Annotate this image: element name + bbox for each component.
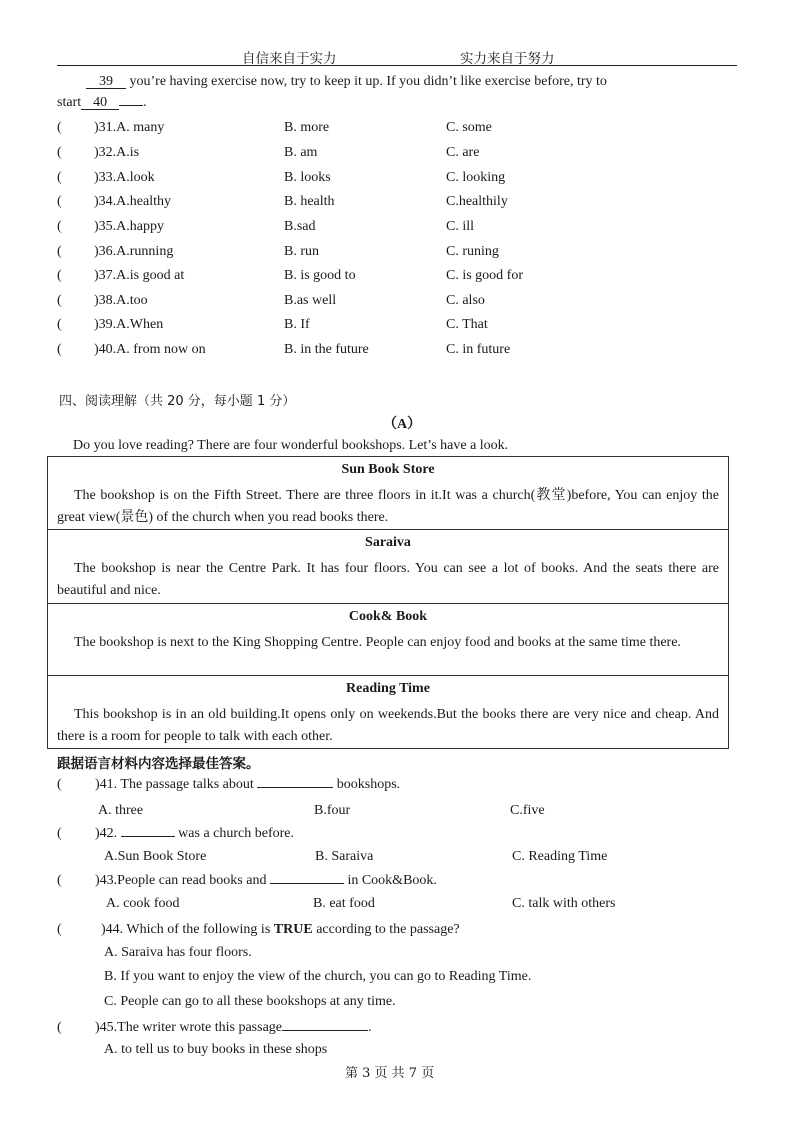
question-text: )43.People can read books and	[95, 873, 267, 888]
answer-paren[interactable]: (	[57, 873, 62, 888]
answer-paren[interactable]: (	[57, 120, 62, 135]
question-text: )44. Which of the following is	[101, 922, 271, 937]
answer-paren[interactable]: (	[57, 244, 62, 259]
option-a[interactable]: )40.A. from now on	[94, 342, 206, 357]
shop-sun-book-store	[48, 457, 728, 530]
option-c[interactable]: C. looking	[446, 170, 506, 185]
option-a[interactable]: )35.A.happy	[94, 219, 164, 234]
question-text-tail: according to the passage?	[316, 922, 460, 937]
section-heading: 四、阅读理解（共 20 分，每小题 1 分）	[59, 394, 296, 409]
option-c[interactable]: C. are	[446, 145, 480, 160]
shop-title: Cook& Book	[348, 609, 428, 624]
option-c[interactable]: C. is good for	[446, 268, 523, 283]
shop-cook-and-book	[48, 604, 728, 676]
answer-blank	[282, 1030, 368, 1031]
option-a[interactable]: A. cook food	[106, 896, 180, 911]
answer-paren[interactable]: (	[57, 826, 62, 841]
question-41	[57, 777, 401, 793]
cloze-question-row	[57, 120, 737, 140]
answer-blank	[121, 836, 175, 837]
shop-title: Reading Time	[346, 681, 430, 696]
bookshop-table	[47, 456, 729, 749]
option-a[interactable]: A. to tell us to buy books in these shops	[104, 1042, 328, 1057]
cloze-line-1	[86, 74, 607, 90]
option-b[interactable]: B.four	[314, 803, 351, 818]
option-b[interactable]: B. run	[284, 244, 319, 259]
option-c[interactable]: C.five	[510, 803, 545, 818]
instruction: 跟据语言材料内容选择最佳答案。	[57, 756, 260, 772]
header-motto-left: 自信来自于实力	[242, 51, 337, 66]
cloze-question-row	[57, 293, 737, 313]
option-c[interactable]: C. Reading Time	[512, 849, 608, 864]
option-c[interactable]: C. runing	[446, 244, 499, 259]
option-c[interactable]: C. some	[446, 120, 492, 135]
question-42	[57, 826, 294, 842]
option-b[interactable]: B. more	[284, 120, 330, 135]
question-text-tail: in Cook&Book.	[347, 873, 437, 888]
cloze-start-word: start	[57, 95, 82, 110]
shop-description: This bookshop is in an old building.It opens only on weekends.But the books there are very nice and cheap. And there is a room for people to talk with each other.	[57, 707, 719, 744]
question-text: )45.The writer wrote this passage	[95, 1020, 282, 1035]
blank-40-tail	[119, 105, 143, 106]
shop-description: The bookshop is next to the King Shopping Centre. People can enjoy food and books at the same time there.	[74, 635, 681, 650]
answer-paren[interactable]: (	[57, 342, 62, 357]
answer-paren[interactable]: (	[57, 170, 62, 185]
answer-paren[interactable]: (	[57, 317, 62, 332]
question-text-tail: .	[368, 1020, 372, 1035]
cloze-question-row	[57, 317, 737, 337]
option-c[interactable]: C. talk with others	[512, 896, 616, 911]
option-c[interactable]: C.healthily	[446, 194, 508, 209]
header-rule	[57, 65, 737, 66]
option-a[interactable]: )36.A.running	[94, 244, 174, 259]
option-c[interactable]: C. in future	[446, 342, 511, 357]
question-text: )42.	[95, 826, 118, 841]
blank-40: 40	[81, 96, 119, 110]
emphasis-true: TRUE	[273, 922, 313, 937]
question-43	[57, 873, 437, 889]
option-b[interactable]: B. looks	[284, 170, 331, 185]
page-number: 第 3 页 共 7 页	[345, 1066, 435, 1081]
option-b[interactable]: B. If you want to enjoy the view of the church, you can go to Reading Time.	[104, 969, 532, 984]
answer-paren[interactable]: (	[57, 1020, 62, 1035]
option-b[interactable]: B. is good to	[284, 268, 356, 283]
shop-title: Saraiva	[365, 535, 411, 550]
answer-blank	[270, 883, 344, 884]
cloze-question-row	[57, 268, 737, 288]
part-label: （A）	[383, 417, 422, 432]
option-a[interactable]: )38.A.too	[94, 293, 148, 308]
cloze-question-row	[57, 194, 737, 214]
option-b[interactable]: B.sad	[284, 219, 316, 234]
option-a[interactable]: A.Sun Book Store	[104, 849, 207, 864]
option-b[interactable]: B. am	[284, 145, 318, 160]
answer-paren[interactable]: (	[57, 268, 62, 283]
cloze-line-1-text: you’re having exercise now, try to keep it up. If you didn’t like exercise before, try to	[129, 74, 607, 89]
option-b[interactable]: B. eat food	[313, 896, 375, 911]
cloze-question-row	[57, 244, 737, 264]
option-b[interactable]: B. health	[284, 194, 335, 209]
header-motto-right: 实力来自于努力	[460, 51, 555, 66]
cloze-question-row	[57, 219, 737, 239]
option-a[interactable]: )32.A.is	[94, 145, 140, 160]
option-c[interactable]: C. That	[446, 317, 488, 332]
option-b[interactable]: B.as well	[284, 293, 337, 308]
cloze-question-row	[57, 170, 737, 190]
option-b[interactable]: B. in the future	[284, 342, 369, 357]
cloze-line-2-end: .	[143, 95, 147, 110]
option-a[interactable]: )37.A.is good at	[94, 268, 185, 283]
blank-39: 39	[86, 75, 126, 89]
shop-saraiva	[48, 530, 728, 604]
cloze-line-2	[57, 95, 147, 111]
answer-paren[interactable]: (	[57, 293, 62, 308]
option-b[interactable]: B. If	[284, 317, 310, 332]
answer-paren[interactable]: (	[57, 145, 62, 160]
answer-paren[interactable]: (	[57, 922, 62, 937]
question-44	[57, 922, 460, 938]
answer-paren[interactable]: (	[57, 219, 62, 234]
cloze-question-row	[57, 145, 737, 165]
cloze-question-row	[57, 342, 737, 362]
shop-description: The bookshop is on the Fifth Street. There are three floors in it.It was a church(教堂)before, You can enjoy the great view(景色) of the church when you read books there.	[57, 488, 719, 525]
question-text-tail: was a church before.	[178, 826, 294, 841]
answer-paren[interactable]: (	[57, 777, 62, 792]
shop-reading-time	[48, 676, 728, 748]
shop-title: Sun Book Store	[341, 462, 435, 477]
option-c[interactable]: C. People can go to all these bookshops at any time.	[104, 994, 396, 1009]
option-a[interactable]: )39.A.When	[94, 317, 164, 332]
shop-description: The bookshop is near the Centre Park. It has four floors. You can see a lot of books. And the seats there are beautiful and nice.	[57, 561, 719, 598]
question-text-tail: bookshops.	[336, 777, 401, 792]
option-a[interactable]: A. three	[98, 803, 144, 818]
option-a[interactable]: )34.A.healthy	[94, 194, 171, 209]
answer-blank	[257, 787, 333, 788]
option-c[interactable]: C. also	[446, 293, 485, 308]
question-text: )41. The passage talks about	[95, 777, 254, 792]
option-a[interactable]: A. Saraiva has four floors.	[104, 945, 252, 960]
option-c[interactable]: C. ill	[446, 219, 475, 234]
option-b[interactable]: B. Saraiva	[315, 849, 374, 864]
option-a[interactable]: )31.A. many	[94, 120, 165, 135]
option-a[interactable]: )33.A.look	[94, 170, 155, 185]
answer-paren[interactable]: (	[57, 194, 62, 209]
question-45	[57, 1020, 372, 1036]
reading-intro: Do you love reading? There are four wonderful bookshops. Let’s have a look.	[73, 438, 509, 453]
